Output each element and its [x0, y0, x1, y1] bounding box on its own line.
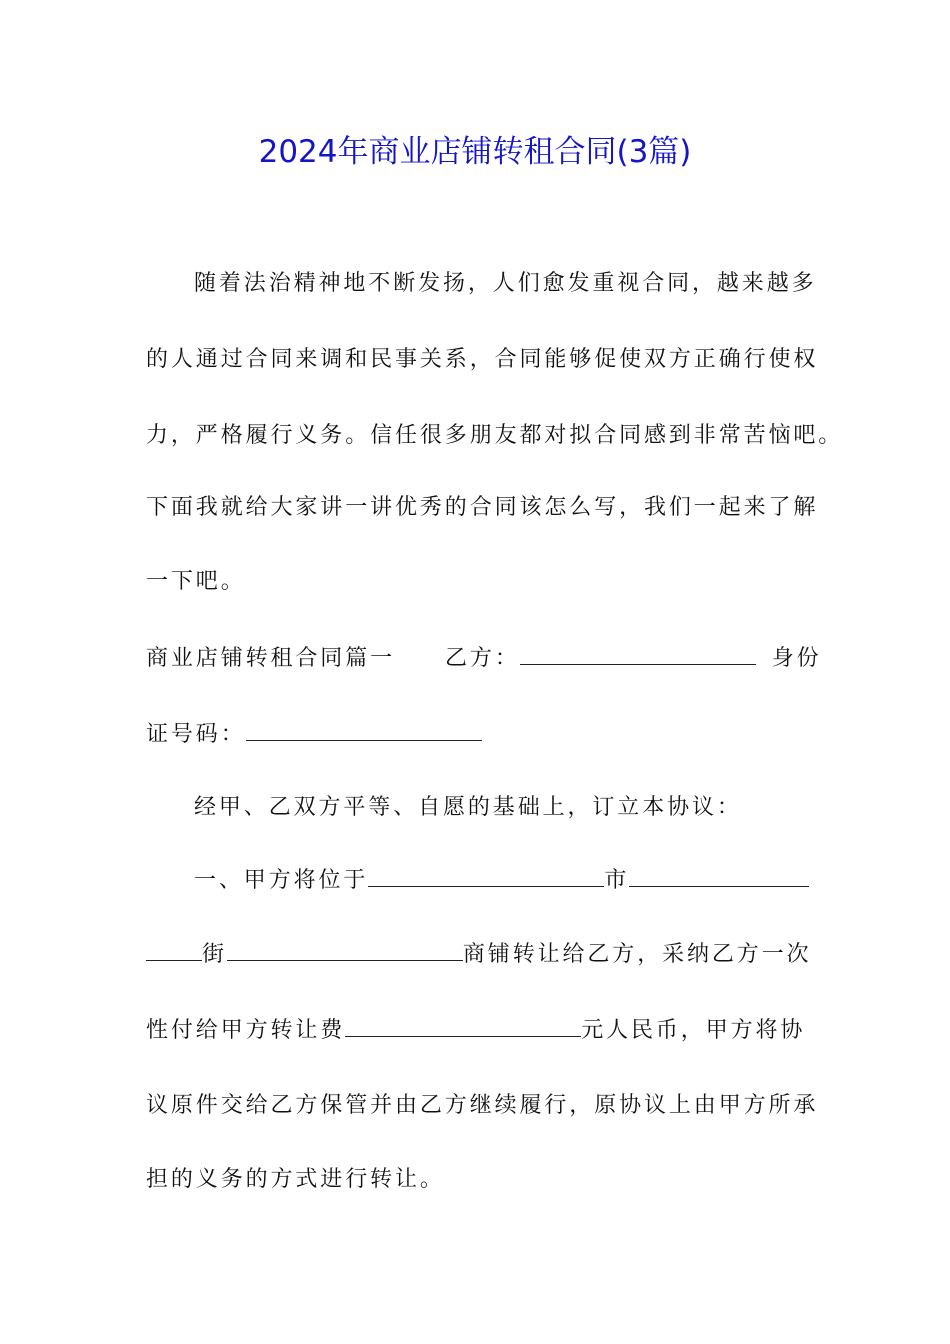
- id-label-part1: 身份: [771, 646, 822, 671]
- street-label: 街: [202, 942, 227, 967]
- clause1-line2: [146, 936, 812, 973]
- location-blank: [368, 862, 604, 887]
- intro-line-2: 的人通过合同来调和民事关系，合同能够促使双方正确行使权: [146, 347, 819, 372]
- document-title: 2024年商业店铺转租合同(3篇): [258, 134, 692, 170]
- city-blank: [629, 862, 809, 887]
- intro-line-1: 随着法治精神地不断发扬，人们愈发重视合同，越来越多: [194, 271, 817, 296]
- clause1-line3-start: 性付给甲方转让费: [146, 1018, 346, 1043]
- clause1-line1: [194, 862, 809, 899]
- id-line: [146, 716, 482, 753]
- id-label-part2: 证号码：: [146, 722, 246, 747]
- clause1-line2-rest: 商铺转让给乙方，采纳乙方一次: [462, 942, 812, 967]
- intro-line-4: 下面我就给大家讲一讲优秀的合同该怎么写，我们一起来了解: [146, 495, 819, 520]
- city-label: 市: [604, 868, 630, 893]
- clause1-line5: 担的义务的方式进行转让。: [146, 1167, 445, 1192]
- clause1-line3-rest: 元人民币，甲方将协: [581, 1018, 806, 1043]
- party-b-label: 乙方：: [445, 646, 520, 671]
- street-blank: [227, 936, 463, 961]
- clause1-line4: 议原件交给乙方保管并由乙方继续履行，原协议上由甲方所承: [146, 1093, 819, 1118]
- party-b-blank: [520, 640, 756, 665]
- district-blank: [146, 936, 202, 961]
- section-heading: 商业店铺转租合同篇一: [146, 646, 396, 671]
- section-heading-line: [146, 640, 822, 677]
- agreement-intro: 经甲、乙双方平等、自愿的基础上，订立本协议：: [194, 795, 742, 820]
- intro-line-3: 力，严格履行义务。信任很多朋友都对拟合同感到非常苦恼吧。: [146, 423, 844, 448]
- fee-blank: [345, 1012, 581, 1037]
- clause1-prefix: 一、甲方将位于: [194, 868, 369, 893]
- clause1-line3: [146, 1012, 805, 1049]
- id-number-blank: [246, 716, 482, 741]
- intro-line-5: 一下吧。: [146, 569, 246, 594]
